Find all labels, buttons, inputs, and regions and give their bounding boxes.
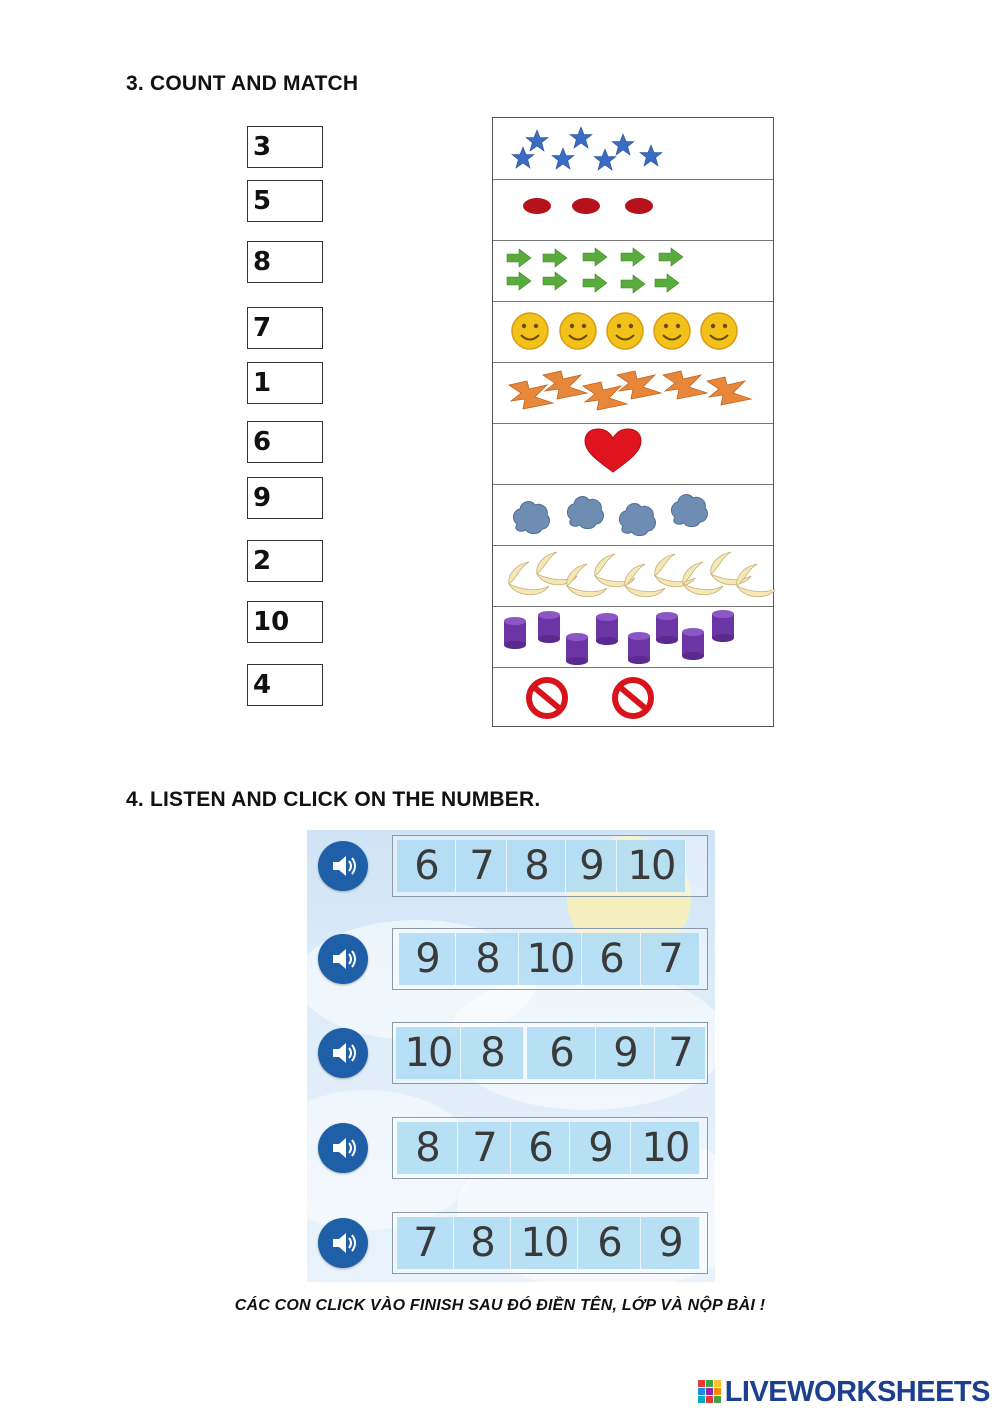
arrow-icon <box>621 248 645 266</box>
arrow-icon <box>583 274 607 292</box>
number-option[interactable]: 10 <box>519 933 582 985</box>
oval-icon <box>572 198 600 214</box>
number-box[interactable]: 8 <box>247 241 323 283</box>
number-option[interactable]: 9 <box>641 1217 700 1269</box>
lightning-icon <box>509 381 553 409</box>
number-option[interactable]: 7 <box>397 1217 454 1269</box>
instruction-note: CÁC CON CLICK VÀO FINISH SAU ĐÓ ĐIỀN TÊN, LỚP VÀ NỘP BÀI ! <box>234 1297 766 1314</box>
cloud-icon <box>567 497 603 529</box>
lightning-icon <box>617 371 661 399</box>
number-option[interactable]: 6 <box>582 933 641 985</box>
listen-row <box>307 1115 715 1179</box>
no-sign-icon <box>615 680 651 716</box>
brand <box>697 1374 990 1410</box>
number-box[interactable]: 10 <box>247 601 323 643</box>
picture-row-heart[interactable] <box>493 424 773 485</box>
number-box[interactable]: 7 <box>247 307 323 349</box>
star-icon <box>570 127 592 148</box>
star-icon <box>552 148 574 169</box>
picture-row-no-signs[interactable] <box>493 668 773 726</box>
moon-icon <box>711 552 751 585</box>
speaker-icon[interactable] <box>318 934 368 984</box>
number-option[interactable]: 8 <box>397 1122 458 1174</box>
number-option[interactable]: 9 <box>570 1122 631 1174</box>
number-option[interactable]: 7 <box>641 933 700 985</box>
picture-row-lightning[interactable] <box>493 363 773 424</box>
cloud-icon <box>671 495 707 527</box>
number-strip <box>392 1117 708 1179</box>
cylinder-icon <box>566 633 588 665</box>
picture-row-moons[interactable] <box>493 546 773 607</box>
number-option[interactable]: 10 <box>511 1217 578 1269</box>
number-box[interactable]: 4 <box>247 664 323 706</box>
number-option[interactable]: 6 <box>527 1027 596 1079</box>
picture-row-ovals[interactable] <box>493 180 773 241</box>
number-box[interactable]: 9 <box>247 477 323 519</box>
number-option[interactable]: 8 <box>507 840 566 892</box>
oval-icon <box>523 198 551 214</box>
cylinder-icon <box>712 610 734 642</box>
number-strip <box>392 1212 708 1274</box>
smiley-icon <box>560 313 596 349</box>
cloud-icon <box>619 504 655 536</box>
number-option[interactable]: 9 <box>596 1027 655 1079</box>
cylinder-icon <box>682 628 704 660</box>
number-option[interactable]: 8 <box>461 1027 524 1079</box>
arrow-icon <box>621 275 645 293</box>
speaker-icon[interactable] <box>318 1218 368 1268</box>
arrow-icon <box>507 249 531 267</box>
lightning-icon <box>583 382 627 410</box>
cylinder-icon <box>656 612 678 644</box>
star-icon <box>594 149 616 170</box>
number-box[interactable]: 6 <box>247 421 323 463</box>
listen-row <box>307 1020 715 1084</box>
number-option[interactable]: 6 <box>511 1122 570 1174</box>
no-sign-icon <box>529 680 565 716</box>
listen-panel <box>307 830 715 1282</box>
speaker-icon[interactable] <box>318 1028 368 1078</box>
exercise-3-title: 3. COUNT AND MATCH <box>126 72 359 95</box>
arrow-icon <box>655 274 679 292</box>
moon-icon <box>737 564 775 597</box>
smiley-icon <box>654 313 690 349</box>
arrow-icon <box>583 248 607 266</box>
lightning-icon <box>707 377 751 405</box>
liveworksheets-logo-icon <box>697 1378 723 1406</box>
number-option[interactable]: 7 <box>458 1122 511 1174</box>
star-icon <box>612 134 634 155</box>
listen-row <box>307 926 715 990</box>
picture-row-smileys[interactable] <box>493 302 773 363</box>
listen-row <box>307 1210 715 1274</box>
number-option[interactable]: 10 <box>396 1027 461 1079</box>
smiley-icon <box>607 313 643 349</box>
number-option[interactable]: 6 <box>578 1217 641 1269</box>
arrow-icon <box>659 248 683 266</box>
star-icon <box>512 127 662 170</box>
lightning-icon <box>663 371 707 399</box>
number-box[interactable]: 5 <box>247 180 323 222</box>
cylinder-icon <box>538 611 560 643</box>
cylinder-icon <box>596 613 618 645</box>
speaker-icon[interactable] <box>318 1123 368 1173</box>
number-option[interactable]: 10 <box>631 1122 700 1174</box>
number-strip <box>392 928 708 990</box>
listen-row <box>307 833 715 897</box>
heart-icon <box>585 429 641 472</box>
number-box[interactable]: 2 <box>247 540 323 582</box>
smiley-icon <box>701 313 737 349</box>
number-option[interactable]: 8 <box>454 1217 511 1269</box>
arrow-icon <box>543 249 567 267</box>
number-option[interactable]: 8 <box>456 933 519 985</box>
oval-icon <box>625 198 653 214</box>
number-option[interactable]: 7 <box>655 1027 706 1079</box>
picture-row-arrows[interactable] <box>493 241 773 302</box>
arrow-icon <box>507 272 531 290</box>
cylinder-icon <box>504 617 526 649</box>
number-option[interactable]: 7 <box>456 840 507 892</box>
exercise-4-title: 4. LISTEN AND CLICK ON THE NUMBER. <box>126 788 541 811</box>
cylinder-icon <box>628 632 650 664</box>
number-option[interactable]: 6 <box>397 840 456 892</box>
star-icon <box>526 130 548 151</box>
arrow-icon <box>543 272 567 290</box>
star-icon <box>640 145 662 166</box>
lightning-icon <box>543 371 587 399</box>
number-option[interactable]: 10 <box>617 840 686 892</box>
cloud-icon <box>513 502 549 534</box>
picture-row-clouds[interactable] <box>493 485 773 546</box>
picture-row-cylinders[interactable] <box>493 607 773 668</box>
number-box[interactable]: 3 <box>247 126 323 168</box>
picture-panel <box>492 117 774 727</box>
number-box[interactable]: 1 <box>247 362 323 404</box>
number-option[interactable]: 9 <box>566 840 617 892</box>
smiley-icon <box>512 313 548 349</box>
picture-row-stars[interactable] <box>493 118 773 180</box>
speaker-icon[interactable] <box>318 841 368 891</box>
brand-name: LIVEWORKSHEETS <box>724 1375 990 1408</box>
number-strip <box>392 1022 708 1084</box>
number-option[interactable]: 9 <box>399 933 456 985</box>
number-strip <box>392 835 708 897</box>
